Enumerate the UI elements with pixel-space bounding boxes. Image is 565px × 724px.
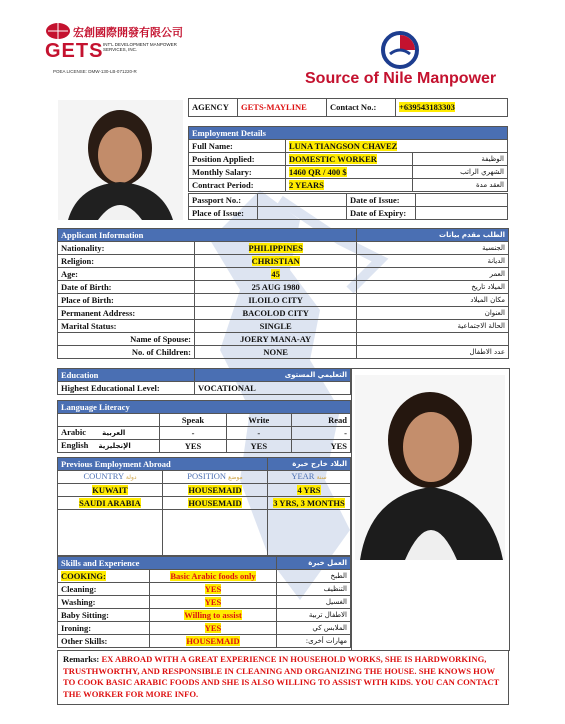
applicant-row-label: Marital Status:: [58, 320, 195, 333]
english-read: YES: [291, 440, 350, 453]
language-section-title: Language Literacy: [58, 401, 351, 414]
language-col-read: Read: [291, 414, 350, 427]
contact-value: +639543183303: [399, 102, 455, 112]
abroad-position-cell: [163, 484, 268, 497]
english-label: English: [61, 440, 89, 450]
applicant-row-value: ILOILO CITY: [248, 294, 303, 305]
agency-logo-chinese: 宏創國際開發有限公司: [73, 27, 183, 39]
col-country: [58, 471, 163, 484]
contract-value: 2 YEARS: [289, 179, 324, 190]
skill-ar: التنظيف: [277, 583, 351, 596]
applicant-row-label: Religion:: [58, 255, 195, 268]
skill-row: [58, 635, 351, 648]
agency-logo: [45, 22, 183, 82]
salary-ar: الشهري الراتب: [413, 166, 508, 179]
applicant-section-title: Applicant Information: [58, 229, 357, 242]
skill-row: [58, 609, 351, 622]
english-row-label: [58, 440, 160, 453]
skill-label: Ironing:: [61, 622, 92, 633]
applicant-row-value-cell: [195, 242, 357, 255]
applicant-photo-portrait: [58, 100, 183, 220]
applicant-row-label: Nationality:: [58, 242, 195, 255]
skill-label: Baby Sitting:: [61, 609, 109, 620]
employment-abroad-table: [57, 457, 351, 556]
skills-table: [57, 556, 351, 648]
col-year: [268, 471, 351, 484]
applicant-row: [58, 294, 509, 307]
applicant-section-title-ar: الطلب مقدم بيانات: [357, 229, 509, 242]
skill-value-cell: [150, 596, 277, 609]
applicant-row-ar: الميلاد تاريخ: [357, 281, 509, 294]
abroad-country: SAUDI ARABIA: [79, 497, 141, 508]
skill-label-cell: [58, 570, 150, 583]
applicant-row-ar: الديانة: [357, 255, 509, 268]
salary-cell: [286, 166, 413, 179]
position-label: Position Applied:: [189, 153, 286, 166]
date-expiry-value: [416, 207, 508, 220]
contact-value-cell: [396, 99, 508, 117]
spouse-label: Name of Spouse:: [58, 333, 195, 346]
language-col-speak: Speak: [160, 414, 227, 427]
applicant-row-value: 25 AUG 1980: [251, 281, 300, 292]
agency-label: AGENCY: [189, 99, 238, 117]
brand-title: Source of Nile Manpower: [305, 70, 497, 87]
arabic-label: Arabic: [61, 427, 87, 437]
salary-label: Monthly Salary:: [189, 166, 286, 179]
remarks-box: [57, 650, 509, 705]
skill-value: HOUSEMAID: [186, 635, 240, 646]
position-value: DOMESTIC WORKER: [289, 153, 377, 164]
skill-label-cell: [58, 583, 150, 596]
passport-no-label: Passport No.:: [189, 194, 258, 207]
applicant-row-ar: العمر: [357, 268, 509, 281]
abroad-country: KUWAIT: [92, 484, 128, 495]
remarks-text: EX ABROAD WITH A GREAT EXPERIENCE IN HOUSEHOLD WORKS, SHE IS HARDWORKING, TRUSTHWORTHY, AND RESPONSIBLE IN CLEANING AND ORGANIZING THE HOUSE. SHE KNOWS HOW TO COOK BASIC ARABIC FOODS AND SHE IS ALSO WILLING TO ASSIST WITH KIDS. YOU CAN CONTACT THE WORKER FOR MORE INFO.: [63, 654, 500, 699]
skill-label: Other Skills:: [61, 635, 108, 646]
skill-value: Willing to assist: [184, 609, 242, 620]
skill-value-cell: [150, 635, 277, 648]
agency-logo-name: GETS: [45, 40, 104, 62]
applicant-row: [58, 268, 509, 281]
children-label: No. of Children:: [58, 346, 195, 359]
abroad-country-cell: [58, 497, 163, 510]
place-issue-value: [258, 207, 347, 220]
employment-section-title: Employment Details: [189, 127, 508, 140]
applicant-row-value: CHRISTIAN: [251, 255, 300, 266]
date-issue-label: Date of Issue:: [347, 194, 416, 207]
skill-ar: الغسيل: [277, 596, 351, 609]
english-label-ar: الإنجليزية: [98, 442, 131, 450]
agency-license: POEA LICENSE: DMW-130-LB-071220-R: [53, 69, 137, 74]
skill-row: [58, 596, 351, 609]
applicant-table: [57, 228, 509, 359]
col-year-label: YEAR: [291, 471, 315, 481]
remarks-label: Remarks:: [63, 654, 100, 664]
passport-no-value: [258, 194, 347, 207]
applicant-row: [58, 242, 509, 255]
agency-value: GETS-MAYLINE: [238, 99, 327, 117]
date-issue-value: [416, 194, 508, 207]
abroad-row: [58, 497, 351, 510]
children-ar: عدد الاطفال: [357, 346, 509, 359]
arabic-row-label: [58, 427, 160, 440]
salary-value: 1460 QR / 400 $: [289, 166, 347, 177]
language-blank-header: [58, 414, 160, 427]
col-position-label: POSITION: [187, 471, 226, 481]
abroad-year: 4 YRS: [297, 484, 321, 495]
applicant-row-ar: مكان الميلاد: [357, 294, 509, 307]
skill-label: COOKING:: [61, 570, 106, 581]
agency-logo-subtitle: INT'L DEVELOPMENT MANPOWER SERVICES, INC.: [103, 42, 177, 52]
skill-ar: مهارات أخرى:: [277, 635, 351, 648]
applicant-row-value-cell: [195, 255, 357, 268]
applicant-row-value-cell: [195, 307, 357, 320]
full-name-cell: [286, 140, 508, 153]
contract-label: Contract Period:: [189, 179, 286, 192]
arabic-speak: -: [160, 427, 227, 440]
arabic-label-ar: العربية: [102, 429, 126, 437]
applicant-row-value: 45: [271, 268, 280, 279]
contract-cell: [286, 179, 413, 192]
col-country-label: COUNTRY: [83, 471, 124, 481]
skill-value-cell: [150, 570, 277, 583]
education-level-value: VOCATIONAL: [195, 382, 351, 395]
skill-value-cell: [150, 583, 277, 596]
applicant-row-value: PHILIPPINES: [248, 242, 303, 253]
applicant-row-value-cell: [195, 320, 357, 333]
education-section-title: Education: [58, 369, 195, 382]
applicant-row-value-cell: [195, 281, 357, 294]
applicant-row-label: Permanent Address:: [58, 307, 195, 320]
skill-label-cell: [58, 596, 150, 609]
skill-row: [58, 583, 351, 596]
applicant-row-ar: العنوان: [357, 307, 509, 320]
col-position-ar: موضع: [228, 474, 243, 481]
skill-ar: الطبخ: [277, 570, 351, 583]
skill-value: YES: [204, 583, 222, 594]
skill-label-cell: [58, 622, 150, 635]
position-ar: الوظيفة: [413, 153, 508, 166]
passport-table: [188, 193, 508, 220]
applicant-row-value: BACOLOD CITY: [242, 307, 309, 318]
full-name-label: Full Name:: [189, 140, 286, 153]
arabic-read: -: [291, 427, 350, 440]
skills-section-title-ar: العمل خبرة: [277, 557, 351, 570]
abroad-blank-1: [58, 510, 163, 556]
col-country-ar: دولة: [125, 474, 137, 481]
skill-row: [58, 570, 351, 583]
skill-value: Basic Arabic foods only: [170, 570, 256, 581]
abroad-position: HOUSEMAID: [188, 497, 242, 508]
col-year-ar: سنة: [316, 474, 327, 481]
skill-label-cell: [58, 609, 150, 622]
applicant-row-value: SINGLE: [259, 320, 292, 331]
applicant-row: [58, 307, 509, 320]
abroad-year-cell: [268, 484, 351, 497]
applicant-row-ar: الحالة الاجتماعية: [357, 320, 509, 333]
arabic-write: -: [227, 427, 291, 440]
abroad-section-title: Previous Employment Abroad: [58, 458, 268, 471]
skill-value-cell: [150, 609, 277, 622]
skill-row: [58, 622, 351, 635]
full-name-value: LUNA TIANGSON CHAVEZ: [289, 140, 398, 151]
education-level-label: Highest Educational Level:: [58, 382, 195, 395]
skill-label: Washing:: [61, 596, 96, 607]
abroad-position: HOUSEMAID: [188, 484, 242, 495]
applicant-row-label: Age:: [58, 268, 195, 281]
abroad-year: 3 YRS, 3 MONTHS: [273, 497, 345, 508]
applicant-row-label: Place of Birth:: [58, 294, 195, 307]
spouse-value: JOERY MANA-AY: [195, 333, 357, 346]
applicant-row: [58, 281, 509, 294]
abroad-blank-3: [268, 510, 351, 556]
skill-value: YES: [204, 622, 222, 633]
employment-table: [188, 126, 508, 192]
applicant-row: [58, 320, 509, 333]
skill-ar: الملابس كي: [277, 622, 351, 635]
education-table: [57, 368, 351, 395]
skill-label: Cleaning:: [61, 583, 97, 594]
skills-section-title: Skills and Experience: [58, 557, 277, 570]
english-speak: YES: [160, 440, 227, 453]
applicant-row-value-cell: [195, 268, 357, 281]
globe-icon: [45, 22, 71, 40]
abroad-year-cell: [268, 497, 351, 510]
position-cell: [286, 153, 413, 166]
spouse-ar: [357, 333, 509, 346]
date-expiry-label: Date of Expiry:: [347, 207, 416, 220]
language-table: [57, 400, 351, 453]
contract-ar: العقد مدة: [413, 179, 508, 192]
applicant-row: [58, 255, 509, 268]
applicant-row-ar: الجنسية: [357, 242, 509, 255]
skill-label-cell: [58, 635, 150, 648]
contact-label: Contact No.:: [327, 99, 396, 117]
education-section-title-ar: التعليمي المستوى: [195, 369, 351, 382]
language-col-write: Write: [227, 414, 291, 427]
abroad-row: [58, 484, 351, 497]
skill-ar: الاطفال تربية: [277, 609, 351, 622]
applicant-row-label: Date of Birth:: [58, 281, 195, 294]
abroad-country-cell: [58, 484, 163, 497]
abroad-position-cell: [163, 497, 268, 510]
nile-logo-icon: [380, 30, 420, 70]
agency-table: [188, 98, 508, 117]
col-position: [163, 471, 268, 484]
abroad-section-title-ar: البلاد خارج خبرة: [268, 458, 351, 471]
english-write: YES: [227, 440, 291, 453]
skill-value-cell: [150, 622, 277, 635]
applicant-row-value-cell: [195, 294, 357, 307]
skill-value: YES: [204, 596, 222, 607]
abroad-blank-2: [163, 510, 268, 556]
children-value: NONE: [195, 346, 357, 359]
place-issue-label: Place of Issue:: [189, 207, 258, 220]
applicant-photo-large: [355, 375, 505, 560]
